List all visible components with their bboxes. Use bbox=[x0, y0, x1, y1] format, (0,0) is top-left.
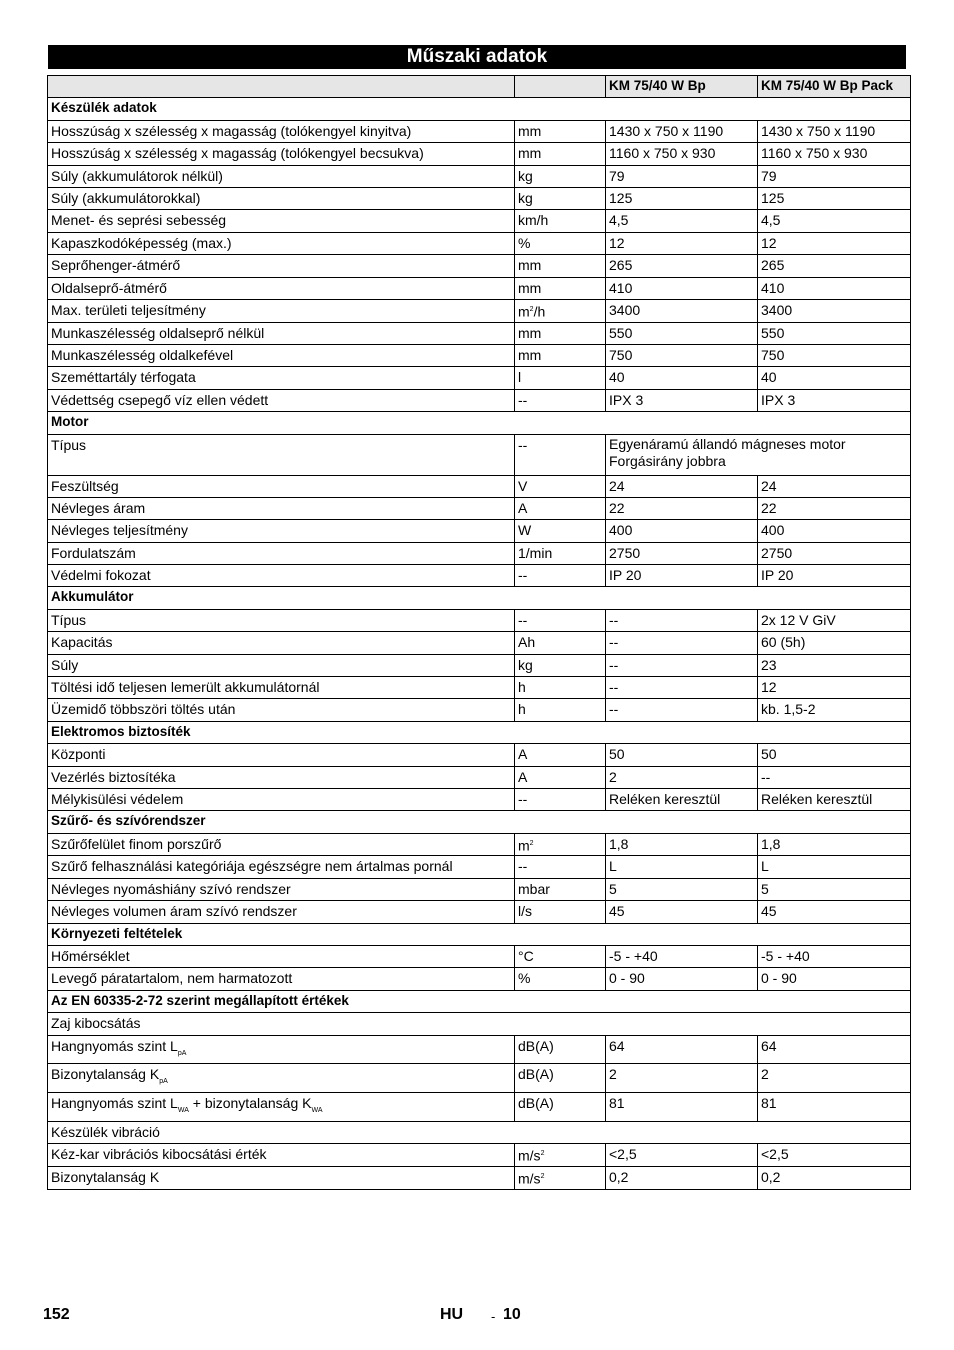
table-row bbox=[48, 299, 911, 322]
spec-value-model-1: 81 bbox=[606, 1093, 758, 1122]
spec-value-model-1: 3400 bbox=[606, 299, 758, 322]
spec-label: Üzemidő többszöri töltés után bbox=[48, 699, 515, 721]
subgroup-row bbox=[48, 1121, 911, 1143]
table-row bbox=[48, 901, 911, 923]
spec-label: Szeméttartály térfogata bbox=[48, 367, 515, 389]
section-title: Környezeti feltételek bbox=[48, 923, 911, 945]
subgroup-row bbox=[48, 1013, 911, 1035]
table-row bbox=[48, 744, 911, 766]
spec-unit: % bbox=[515, 232, 606, 254]
label-subscript: pA bbox=[177, 1049, 187, 1057]
spec-value-model-1: 750 bbox=[606, 344, 758, 366]
spec-value-model-1: 12 bbox=[606, 232, 758, 254]
table-row bbox=[48, 520, 911, 542]
spec-value-model-1: 265 bbox=[606, 255, 758, 277]
spec-value-model-2: <2,5 bbox=[758, 1144, 911, 1167]
spec-unit: dB(A) bbox=[515, 1064, 606, 1093]
spec-unit: l/s bbox=[515, 901, 606, 923]
spec-label: Hőmérséklet bbox=[48, 945, 515, 967]
spec-value-model-1: 4,5 bbox=[606, 210, 758, 232]
spec-label: Súly bbox=[48, 654, 515, 676]
footer-dash: - bbox=[491, 1309, 496, 1324]
spec-label: Központi bbox=[48, 744, 515, 766]
spec-unit: % bbox=[515, 968, 606, 990]
spec-value-model-1: -- bbox=[606, 699, 758, 721]
spec-label: Névleges teljesítmény bbox=[48, 520, 515, 542]
spec-value-model-2: 64 bbox=[758, 1035, 911, 1064]
section-title: Elektromos biztosíték bbox=[48, 721, 911, 743]
section-title: Készülék adatok bbox=[48, 98, 911, 120]
spec-label: Szűrőfelület finom porszűrő bbox=[48, 833, 515, 856]
spec-unit: -- bbox=[515, 788, 606, 810]
header-model-1: KM 75/40 W Bp bbox=[606, 76, 758, 98]
spec-value-model-2: 4,5 bbox=[758, 210, 911, 232]
spec-value-model-1: 64 bbox=[606, 1035, 758, 1064]
spec-unit: °C bbox=[515, 945, 606, 967]
header-label-cell bbox=[48, 76, 515, 98]
spec-unit: h bbox=[515, 677, 606, 699]
spec-label: Kéz-kar vibrációs kibocsátási érték bbox=[48, 1144, 515, 1167]
spec-value-model-1: 1,8 bbox=[606, 833, 758, 856]
spec-unit: mm bbox=[515, 277, 606, 299]
spec-value-model-1: 1160 x 750 x 930 bbox=[606, 143, 758, 165]
table-row bbox=[48, 654, 911, 676]
subgroup-label: Készülék vibráció bbox=[48, 1121, 911, 1143]
section-header-row bbox=[48, 587, 911, 609]
spec-value-model-2: 1160 x 750 x 930 bbox=[758, 143, 911, 165]
spec-value-model-2: 12 bbox=[758, 232, 911, 254]
spec-unit: -- bbox=[515, 565, 606, 587]
table-row bbox=[48, 165, 911, 187]
spec-value-model-2: 81 bbox=[758, 1093, 911, 1122]
spec-unit: mm bbox=[515, 322, 606, 344]
spec-value-model-1: -5 - +40 bbox=[606, 945, 758, 967]
spec-unit: h bbox=[515, 699, 606, 721]
table-row bbox=[48, 322, 911, 344]
spec-value-model-2: 0 - 90 bbox=[758, 968, 911, 990]
spec-label: Hosszúság x szélesség x magasság (tolókengyel becsukva) bbox=[48, 143, 515, 165]
spec-value-model-2: 410 bbox=[758, 277, 911, 299]
table-row bbox=[48, 677, 911, 699]
table-row bbox=[48, 1166, 911, 1189]
spec-value-model-1: IP 20 bbox=[606, 565, 758, 587]
spec-value-model-1: 2 bbox=[606, 766, 758, 788]
spec-value-model-1: Reléken keresztül bbox=[606, 788, 758, 810]
table-row bbox=[48, 766, 911, 788]
spec-value-model-2: 550 bbox=[758, 322, 911, 344]
spec-value-model-1: <2,5 bbox=[606, 1144, 758, 1167]
spec-unit: -- bbox=[515, 609, 606, 631]
table-row bbox=[48, 389, 911, 411]
spec-label: Súly (akkumulátorokkal) bbox=[48, 187, 515, 209]
page-title: Műszaki adatok bbox=[48, 45, 906, 69]
spec-unit: -- bbox=[515, 389, 606, 411]
table-row bbox=[48, 367, 911, 389]
spec-unit: km/h bbox=[515, 210, 606, 232]
section-title: Akkumulátor bbox=[48, 587, 911, 609]
spec-unit: $m^2/h$ bbox=[515, 299, 606, 322]
spec-value-model-1: 410 bbox=[606, 277, 758, 299]
spec-label: Bizonytalanság K bbox=[48, 1166, 515, 1189]
spec-value-model-2: 22 bbox=[758, 497, 911, 519]
spec-unit: mm bbox=[515, 143, 606, 165]
label-subscript: WA bbox=[177, 1106, 189, 1114]
spec-value-model-2: 5 bbox=[758, 878, 911, 900]
spec-unit: dB(A) bbox=[515, 1093, 606, 1122]
spec-value-model-2: 3400 bbox=[758, 299, 911, 322]
spec-unit: 1/min bbox=[515, 542, 606, 564]
spec-value-model-1: -- bbox=[606, 677, 758, 699]
section-title: Motor bbox=[48, 412, 911, 434]
table-row bbox=[48, 856, 911, 878]
spec-unit: $m/s^2$ bbox=[515, 1166, 606, 1189]
spec-unit: kg bbox=[515, 654, 606, 676]
table-row bbox=[48, 475, 911, 497]
spec-value-model-2: Reléken keresztül bbox=[758, 788, 911, 810]
spec-unit: mm bbox=[515, 344, 606, 366]
spec-unit: A bbox=[515, 497, 606, 519]
table-row bbox=[48, 1035, 911, 1064]
table-row bbox=[48, 277, 911, 299]
table-row bbox=[48, 968, 911, 990]
spec-value-model-1: 0,2 bbox=[606, 1166, 758, 1189]
spec-value-model-1: 125 bbox=[606, 187, 758, 209]
spec-value-model-2: 1,8 bbox=[758, 833, 911, 856]
table-row bbox=[48, 232, 911, 254]
spec-label: Névleges áram bbox=[48, 497, 515, 519]
spec-value-model-1: 1430 x 750 x 1190 bbox=[606, 120, 758, 142]
spec-unit: -- bbox=[515, 856, 606, 878]
spec-label: Típus bbox=[48, 609, 515, 631]
spec-unit: Ah bbox=[515, 632, 606, 654]
table-row bbox=[48, 788, 911, 810]
spec-value-model-1: 50 bbox=[606, 744, 758, 766]
page-number: 152 bbox=[43, 1306, 70, 1323]
spec-label: Névleges nyomáshiány szívó rendszer bbox=[48, 878, 515, 900]
spec-unit: -- bbox=[515, 434, 606, 475]
label-subscript: pA bbox=[159, 1078, 168, 1086]
spec-value-model-1: 22 bbox=[606, 497, 758, 519]
table-row bbox=[48, 1064, 911, 1093]
spec-value-model-2: 0,2 bbox=[758, 1166, 911, 1189]
spec-value-model-1: L bbox=[606, 856, 758, 878]
table-row bbox=[48, 434, 911, 475]
table-row bbox=[48, 542, 911, 564]
spec-value-model-1: IPX 3 bbox=[606, 389, 758, 411]
spec-unit: mm bbox=[515, 120, 606, 142]
language-code: HU bbox=[440, 1306, 464, 1323]
unit-superscript: 2 bbox=[529, 305, 534, 313]
section-header-row bbox=[48, 721, 911, 743]
header-unit-cell bbox=[515, 76, 606, 98]
spec-label: Munkaszélesség oldalseprő nélkül bbox=[48, 322, 515, 344]
spec-label: Feszültség bbox=[48, 475, 515, 497]
spec-value-model-2: 24 bbox=[758, 475, 911, 497]
header-row bbox=[48, 76, 911, 98]
spec-label: Fordulatszám bbox=[48, 542, 515, 564]
spec-value-model-2: 2 bbox=[758, 1064, 911, 1093]
spec-value-model-1: 2750 bbox=[606, 542, 758, 564]
table-row bbox=[48, 565, 911, 587]
spec-value-model-1: 2 bbox=[606, 1064, 758, 1093]
spec-value-model-2: 125 bbox=[758, 187, 911, 209]
spec-label: Mélykisülési védelem bbox=[48, 788, 515, 810]
spec-value-model-1: -- bbox=[606, 654, 758, 676]
spec-value-model-1: -- bbox=[606, 632, 758, 654]
spec-value-model-2: -5 - +40 bbox=[758, 945, 911, 967]
spec-unit: l bbox=[515, 367, 606, 389]
spec-label: Kapacitás bbox=[48, 632, 515, 654]
spec-value-model-2: 60 (5h) bbox=[758, 632, 911, 654]
spec-unit: mbar bbox=[515, 878, 606, 900]
spec-value-model-1: 5 bbox=[606, 878, 758, 900]
spec-value-model-1: 24 bbox=[606, 475, 758, 497]
spec-value-model-2: 12 bbox=[758, 677, 911, 699]
table-row bbox=[48, 945, 911, 967]
spec-value-model-2: kb. 1,5-2 bbox=[758, 699, 911, 721]
spec-value-model-2: 50 bbox=[758, 744, 911, 766]
spec-unit: kg bbox=[515, 165, 606, 187]
section-title: Szűrő- és szívórendszer bbox=[48, 811, 911, 833]
header-model-2: KM 75/40 W Bp Pack bbox=[758, 76, 911, 98]
spec-value-model-1: 45 bbox=[606, 901, 758, 923]
spec-unit: W bbox=[515, 520, 606, 542]
table-row bbox=[48, 344, 911, 366]
section-header-row bbox=[48, 811, 911, 833]
spec-label: Védelmi fokozat bbox=[48, 565, 515, 587]
spec-label: Levegő páratartalom, nem harmatozott bbox=[48, 968, 515, 990]
spec-value-model-1: 0 - 90 bbox=[606, 968, 758, 990]
table-row bbox=[48, 210, 911, 232]
table-row bbox=[48, 1093, 911, 1122]
spec-label: Típus bbox=[48, 434, 515, 475]
spec-label: Töltési idő teljesen lemerült akkumulátornál bbox=[48, 677, 515, 699]
subgroup-label: Zaj kibocsátás bbox=[48, 1013, 911, 1035]
unit-superscript: 2 bbox=[529, 839, 534, 847]
spec-unit: dB(A) bbox=[515, 1035, 606, 1064]
spec-label: Kapaszkodóképesség (max.) bbox=[48, 232, 515, 254]
spec-value-model-2: 400 bbox=[758, 520, 911, 542]
table-row bbox=[48, 187, 911, 209]
spec-label: Védettség csepegő víz ellen védett bbox=[48, 389, 515, 411]
table-row bbox=[48, 609, 911, 631]
unit-superscript: 2 bbox=[540, 1150, 545, 1158]
spec-value-model-2: 23 bbox=[758, 654, 911, 676]
spec-label: Hangnyomás szint $L_{pA}$ bbox=[48, 1035, 515, 1064]
spec-value-model-2: IP 20 bbox=[758, 565, 911, 587]
spec-value-model-2: L bbox=[758, 856, 911, 878]
spec-value-model-2: 750 bbox=[758, 344, 911, 366]
spec-unit: A bbox=[515, 744, 606, 766]
table-row bbox=[48, 833, 911, 856]
spec-unit: A bbox=[515, 766, 606, 788]
sub-page-number: 10 bbox=[503, 1306, 521, 1323]
spec-value-model-2: 1430 x 750 x 1190 bbox=[758, 120, 911, 142]
table-row bbox=[48, 120, 911, 142]
section-header-row bbox=[48, 923, 911, 945]
spec-unit: $m/s^2$ bbox=[515, 1144, 606, 1167]
table-row bbox=[48, 632, 911, 654]
spec-label: Vezérlés biztosítéka bbox=[48, 766, 515, 788]
spec-label: Munkaszélesség oldalkefével bbox=[48, 344, 515, 366]
spec-label: Szűrő felhasználási kategóriája egészségre nem ártalmas pornál bbox=[48, 856, 515, 878]
spec-table bbox=[47, 75, 911, 1190]
spec-label: Súly (akkumulátorok nélkül) bbox=[48, 165, 515, 187]
spec-value-model-2: 45 bbox=[758, 901, 911, 923]
spec-label: Hosszúság x szélesség x magasság (tolókengyel kinyitva) bbox=[48, 120, 515, 142]
spec-label: Hangnyomás szint $L_{WA}$ + bizonytalanság $K_{WA}$ bbox=[48, 1093, 515, 1122]
table-row bbox=[48, 1144, 911, 1167]
spec-value-model-1: 400 bbox=[606, 520, 758, 542]
spec-unit: $m^2$ bbox=[515, 833, 606, 856]
section-header-row bbox=[48, 98, 911, 120]
spec-unit: V bbox=[515, 475, 606, 497]
table-row bbox=[48, 699, 911, 721]
spec-value-model-1: 79 bbox=[606, 165, 758, 187]
spec-value-model-2: 79 bbox=[758, 165, 911, 187]
section-header-row bbox=[48, 990, 911, 1012]
spec-value-model-2: 2x 12 V GiV bbox=[758, 609, 911, 631]
spec-label: Oldalseprő-átmérő bbox=[48, 277, 515, 299]
spec-value-model-1: 550 bbox=[606, 322, 758, 344]
spec-value-model-2: 265 bbox=[758, 255, 911, 277]
spec-label: Névleges volumen áram szívó rendszer bbox=[48, 901, 515, 923]
spec-label: Menet- és seprési sebesség bbox=[48, 210, 515, 232]
section-header-row bbox=[48, 412, 911, 434]
spec-value-model-1: -- bbox=[606, 609, 758, 631]
spec-label: Bizonytalanság $K_{pA}$ bbox=[48, 1064, 515, 1093]
spec-label: Max. területi teljesítmény bbox=[48, 299, 515, 322]
spec-label: Seprőhenger-átmérő bbox=[48, 255, 515, 277]
spec-unit: mm bbox=[515, 255, 606, 277]
spec-value-merged: Egyenáramú állandó mágneses motor Forgásirány jobbra bbox=[606, 434, 911, 475]
table-row bbox=[48, 497, 911, 519]
spec-value-model-2: -- bbox=[758, 766, 911, 788]
spec-value-model-2: 40 bbox=[758, 367, 911, 389]
spec-unit: kg bbox=[515, 187, 606, 209]
table-row bbox=[48, 878, 911, 900]
spec-value-model-2: 2750 bbox=[758, 542, 911, 564]
section-title: Az EN 60335-2-72 szerint megállapított értékek bbox=[48, 990, 911, 1012]
unit-superscript: 2 bbox=[540, 1172, 545, 1180]
spec-value-model-2: IPX 3 bbox=[758, 389, 911, 411]
table-row bbox=[48, 255, 911, 277]
table-row bbox=[48, 143, 911, 165]
spec-value-model-1: 40 bbox=[606, 367, 758, 389]
label-subscript: WA bbox=[311, 1106, 323, 1114]
